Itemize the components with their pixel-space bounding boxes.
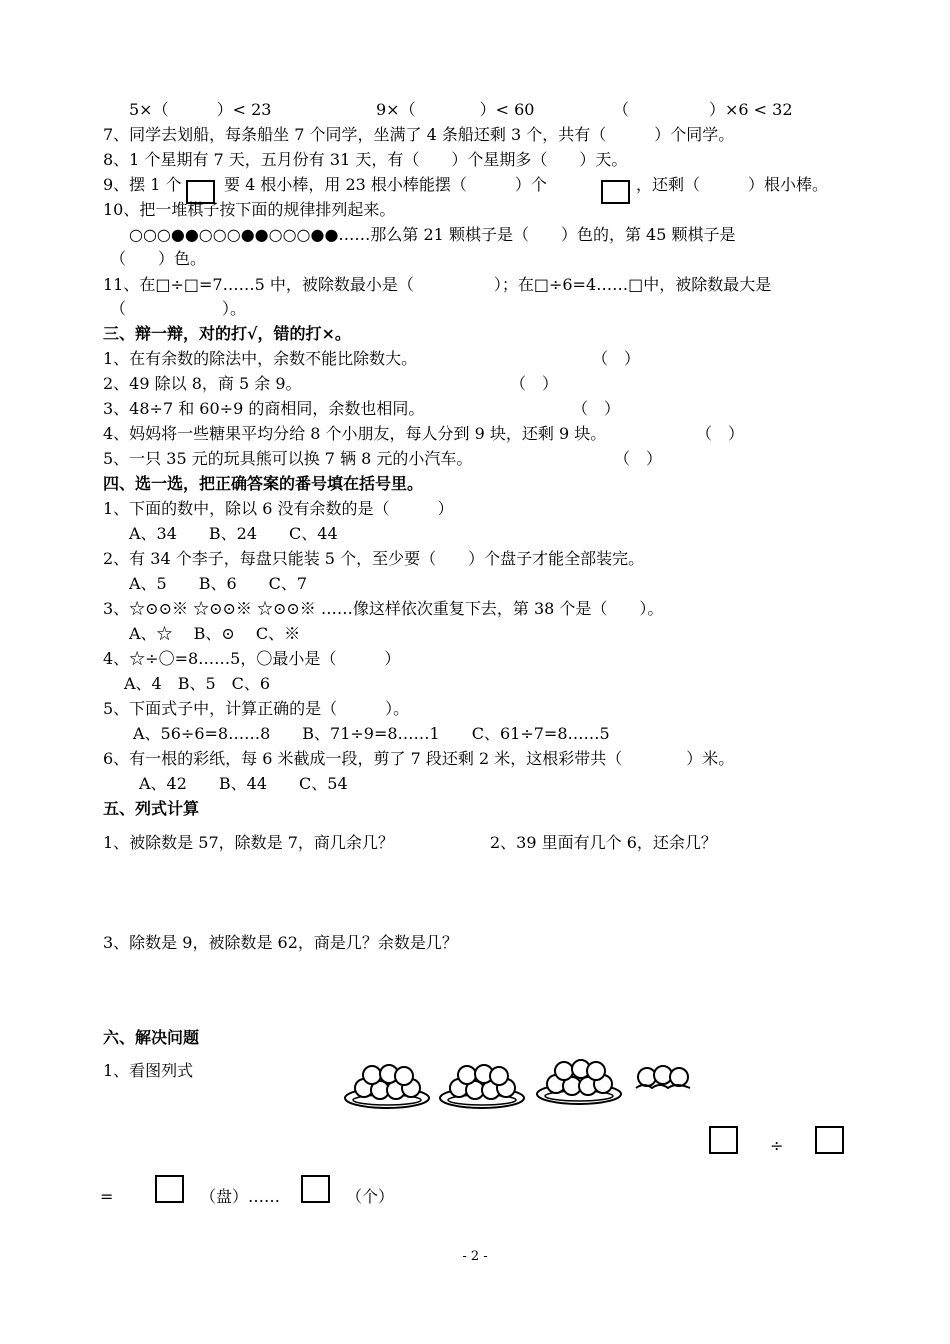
- plate-of-peaches-icon: [534, 1050, 624, 1108]
- square-shape-icon: [601, 180, 630, 204]
- judge-item-2: 2、49 除以 8，商 5 余 9。: [103, 374, 302, 393]
- choice-question-2-options: A、5 B、6 C、7: [129, 574, 308, 593]
- fill-in-5-c: （ ）×6 < 32: [613, 100, 793, 119]
- choice-question-1-options: A、34 B、24 C、44: [129, 524, 338, 543]
- question-7: 7、同学去划船，每条船坐 7 个同学，坐满了 4 条船还剩 3 个，共有（ ）个同学。: [103, 125, 735, 144]
- unit-plate-label: （盘）……: [200, 1187, 281, 1206]
- page-number: - 2 -: [462, 1249, 488, 1264]
- choice-question-4-options: A、4 B、5 C、6: [124, 674, 271, 693]
- plate-of-peaches-icon: [342, 1056, 432, 1112]
- question-10: 10、把一堆棋子按下面的规律排列起来。: [103, 200, 396, 219]
- section-5-heading: 五、列式计算: [103, 799, 200, 818]
- question-9-part-a: 9、摆 1 个: [103, 175, 182, 194]
- fill-in-5-b: 9×（ ）< 60: [376, 100, 535, 119]
- judge-item-1-mark: （ ）: [592, 349, 641, 368]
- peaches-remaining-icon: [634, 1060, 692, 1096]
- judge-item-2-mark: （ ）: [510, 374, 559, 393]
- question-11-continuation: （ ）。: [110, 299, 247, 318]
- choice-question-5: 5、下面式子中，计算正确的是（ ）。: [103, 699, 410, 718]
- unit-item-label: （个）: [346, 1187, 395, 1206]
- judge-item-5-mark: （ ）: [614, 449, 663, 468]
- question-10-pattern: ○○○●●○○○●●○○○●●……那么第 21 颗棋子是（ ）色的，第 45 颗棋子是: [129, 225, 736, 244]
- division-sign: ÷: [770, 1136, 784, 1155]
- choice-question-6: 6、有一根的彩纸，每 6 米截成一段，剪了 7 段还剩 2 米，这根彩带共（ ）米。: [103, 749, 735, 768]
- question-9-part-c: ，还剩（ ）根小棒。: [636, 175, 829, 194]
- choice-question-6-options: A、42 B、44 C、54: [139, 774, 348, 793]
- judge-item-4: 4、妈妈将一些糖果平均分给 8 个小朋友，每人分到 9 块，还剩 9 块。: [103, 424, 607, 443]
- choice-question-1: 1、下面的数中，除以 6 没有余数的是（ ）: [103, 499, 454, 518]
- judge-item-1: 1、在有余数的除法中，余数不能比除数大。: [103, 349, 418, 368]
- choice-question-4: 4、☆÷〇=8……5，〇最小是（ ）: [103, 649, 401, 668]
- solve-question-1: 1、看图列式: [103, 1061, 194, 1080]
- choice-question-5-options: A、56÷6=8……8 B、71÷9=8……1 C、61÷7=8……5: [133, 724, 610, 743]
- calc-question-1: 1、被除数是 57，除数是 7，商几余几？: [103, 833, 394, 852]
- answer-box-dividend[interactable]: [709, 1126, 738, 1154]
- choice-question-3: 3、☆⊙⊙※ ☆⊙⊙※ ☆⊙⊙※ ……像这样依次重复下去，第 38 个是（ ）。: [103, 599, 664, 618]
- choice-question-2: 2、有 34 个李子，每盘只能装 5 个，至少要（ ）个盘子才能全部装完。: [103, 549, 645, 568]
- judge-item-5: 5、一只 35 元的玩具熊可以换 7 辆 8 元的小汽车。: [103, 449, 473, 468]
- question-8: 8、1 个星期有 7 天，五月份有 31 天，有（ ）个星期多（ ）天。: [103, 150, 628, 169]
- question-9-part-b: 要 4 根小棒，用 23 根小棒能摆（ ）个: [224, 175, 547, 194]
- equals-sign: =: [100, 1187, 114, 1206]
- answer-box-remainder[interactable]: [301, 1175, 330, 1203]
- question-11: 11、在□÷□=7……5 中，被除数最小是（ ）；在□÷6=4……□中，被除数最大是: [103, 275, 772, 294]
- judge-item-3: 3、48÷7 和 60÷9 的商相同，余数也相同。: [103, 399, 425, 418]
- section-6-heading: 六、解决问题: [103, 1028, 200, 1047]
- choice-question-3-options: A、☆ B、⊙ C、※: [129, 624, 301, 643]
- judge-item-3-mark: （ ）: [572, 399, 621, 418]
- section-3-heading: 三、辩一辩，对的打√，错的打×。: [103, 324, 351, 343]
- section-4-heading: 四、选一选，把正确答案的番号填在括号里。: [103, 474, 424, 493]
- question-10-continuation: （ ）色。: [110, 249, 207, 268]
- answer-box-divisor[interactable]: [815, 1126, 844, 1154]
- judge-item-4-mark: （ ）: [696, 424, 745, 443]
- fill-in-5-a: 5×（ ）< 23: [129, 100, 272, 119]
- calc-question-3: 3、除数是 9，被除数是 62，商是几？余数是几？: [103, 933, 458, 952]
- calc-question-2: 2、39 里面有几个 6，还余几？: [490, 833, 717, 852]
- plate-of-peaches-icon: [437, 1056, 527, 1112]
- answer-box-quotient[interactable]: [155, 1175, 184, 1203]
